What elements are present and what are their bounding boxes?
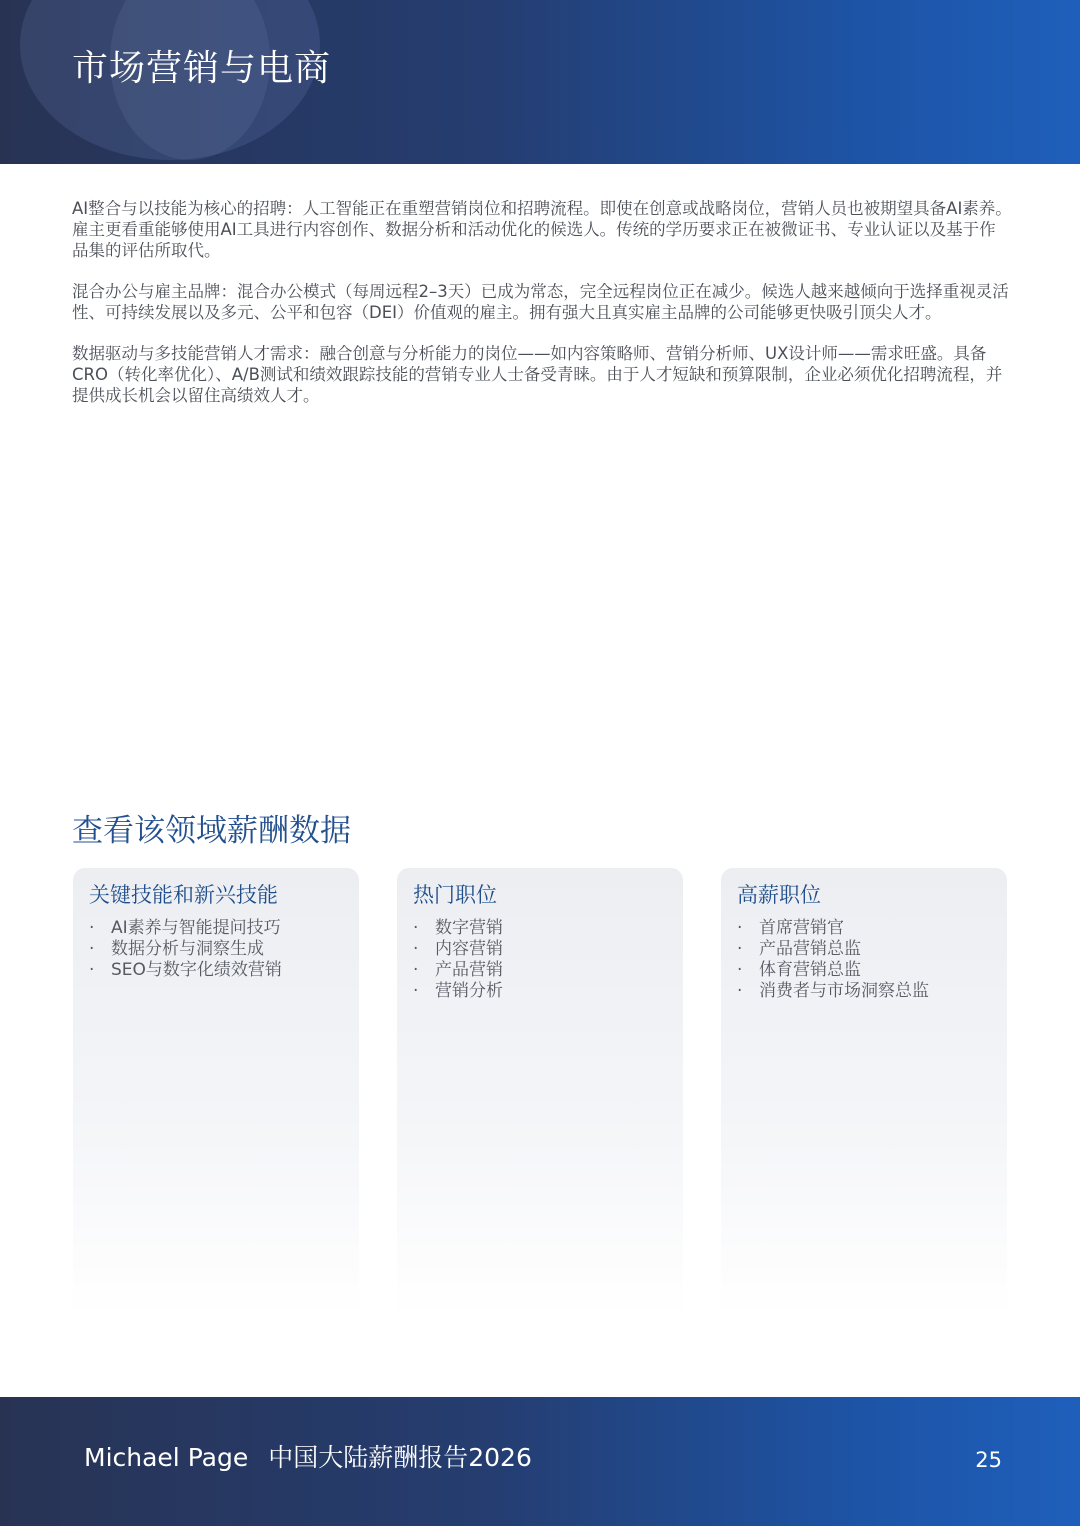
intro-paragraph-data: 数据驱动与多技能营销人才需求：融合创意与分析能力的岗位——如内容策略师、营销分析师、UX设计师——需求旺盛。具备CRO（转化率优化）、A/B测试和绩效跟踪技能的营销专业人士备受青睐。由于人才短缺和预算限制，企业必须优化招聘流程，并提供成长机会以留住高绩效人才。: [72, 344, 1003, 405]
card-title: 高薪职位: [737, 883, 821, 907]
list-item-label: 营销分析: [435, 981, 503, 1001]
card-title: 关键技能和新兴技能: [89, 883, 278, 907]
bullet-icon: ·: [737, 939, 743, 959]
page-title: 市场营销与电商: [72, 48, 332, 89]
bullet-icon: ·: [413, 939, 419, 959]
intro-text: [72, 198, 1012, 426]
bullet-icon: ·: [89, 939, 95, 959]
bullet-icon: ·: [737, 918, 743, 938]
bullet-icon: ·: [89, 960, 95, 980]
list-item-label: 数据分析与洞察生成: [111, 939, 264, 959]
card-title: 热门职位: [413, 883, 497, 907]
intro-paragraph-ai: AI整合与以技能为核心的招聘：人工智能正在重塑营销岗位和招聘流程。即使在创意或战略岗位，营销人员也被期望具备AI素养。雇主更看重能够使用AI工具进行内容创作、数据分析和活动优化的候选人。传统的学历要求正在被微证书、专业认证以及基于作品集的评估所取代。: [72, 199, 1012, 260]
card-popular-roles: [397, 868, 683, 1318]
list-item-label: 产品营销: [435, 960, 503, 980]
card-list: [737, 918, 929, 1002]
list-item: [413, 918, 503, 939]
list-item: [89, 918, 282, 939]
list-item-label: SEO与数字化绩效营销: [111, 960, 282, 980]
page-number: 25: [975, 1448, 1002, 1472]
list-item: [737, 960, 929, 981]
list-item: [413, 960, 503, 981]
footer-text: [84, 1441, 532, 1475]
list-item-label: 内容营销: [435, 939, 503, 959]
list-item: [89, 939, 282, 960]
list-item: [413, 939, 503, 960]
list-item-label: 产品营销总监: [759, 939, 861, 959]
list-item: [737, 939, 929, 960]
report-title: 中国大陆薪酬报告2026: [268, 1443, 532, 1472]
card-list: [89, 918, 282, 981]
intro-paragraph-hybrid: 混合办公与雇主品牌：混合办公模式（每周远程2–3天）已成为常态，完全远程岗位正在减少。候选人越来越倾向于选择重视灵活性、可持续发展以及多元、公平和包容（DEI）价值观的雇主。拥有强大且真实雇主品牌的公司能够更快吸引顶尖人才。: [72, 282, 1009, 322]
list-item-label: AI素养与智能提问技巧: [111, 918, 281, 938]
bullet-icon: ·: [737, 981, 743, 1001]
bullet-icon: ·: [737, 960, 743, 980]
brand-name: Michael Page: [84, 1443, 249, 1472]
list-item: [737, 918, 929, 939]
list-item: [413, 981, 503, 1002]
bullet-icon: ·: [413, 981, 419, 1001]
list-item-label: 首席营销官: [759, 918, 844, 938]
page-footer: [0, 1397, 1080, 1526]
list-item: [737, 981, 929, 1002]
card-key-skills: [73, 868, 359, 1318]
card-high-paying-roles: [721, 868, 1007, 1318]
list-item: [89, 960, 282, 981]
bullet-icon: ·: [413, 918, 419, 938]
bullet-icon: ·: [89, 918, 95, 938]
list-item-label: 体育营销总监: [759, 960, 861, 980]
page-header: [0, 0, 1080, 164]
bullet-icon: ·: [413, 960, 419, 980]
list-item-label: 数字营销: [435, 918, 503, 938]
salary-section-title: 查看该领域薪酬数据: [72, 813, 351, 849]
card-list: [413, 918, 503, 1002]
list-item-label: 消费者与市场洞察总监: [759, 981, 929, 1001]
